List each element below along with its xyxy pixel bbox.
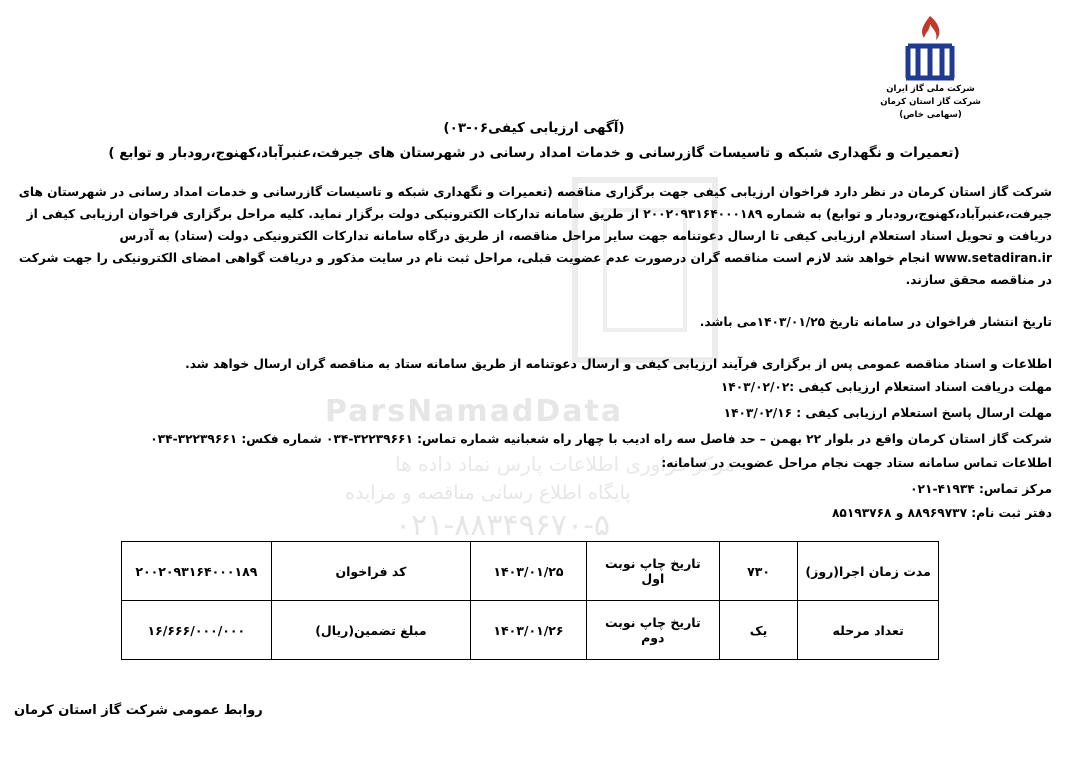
table-cell: یک	[719, 601, 797, 660]
company-name-block	[868, 83, 993, 122]
announcement-title: (آگهی ارزیابی کیفی۰۶-۰۳)	[443, 120, 625, 136]
watermark-phone: ۰۲۱-۸۸۳۴۹۶۷۰-۵	[395, 508, 611, 543]
table-cell: مبلغ تضمین(ریال)	[271, 601, 470, 660]
table-cell: ۲۰۰۲۰۹۳۱۶۴۰۰۰۱۸۹	[122, 542, 272, 601]
tender-info-table	[121, 541, 939, 660]
deadline-receive-line: مهلت دریافت اسناد استعلام ارزیابی کیفی :۱۴۰۳/۰۲/۰۲	[720, 380, 1052, 394]
contact-center-line: مرکز تماس: ۴۱۹۳۴-۰۲۱	[910, 482, 1052, 496]
table-cell: تاریخ چاپ نوبت دوم	[586, 601, 719, 660]
main-paragraph: شرکت گاز استان کرمان در نظر دارد فراخوان ارزیابی کیفی جهت برگزاری مناقصه (تعمیرات و نگهداری شبکه و تاسیسات گازرسانی و خدمات امداد رسانی در شهرستان های جیرفت،عنبرآباد،کهنوج،رودبار و توابع) به شماره ۲۰۰۲۰۹۳۱۶۴۰۰۰۱۸۹ از طریق سامانه تدارکات الکترونیکی دولت برگزار نماید. کلیه مراحل برگزاری فراخوان ارزیابی کیفی از دریافت و تحویل اسناد استعلام ارزیابی کیفی تا ارسال دعوتنامه جهت سایر مراحل مناقصه، از طریق درگاه سامانه تدارکات الکترونیکی دولت (ستاد) به آدرس www.setadiran.ir انجام خواهد شد لازم است مناقصه گران درصورت عدم عضویت قبلی، مراحل ثبت نام در سایت مذکور و دریافت گواهی امضای الکترونیکی را جهت شرکت در مناقصه محقق سازند.	[18, 185, 1052, 287]
table-cell: کد فراخوان	[271, 542, 470, 601]
table-cell: ۱۴۰۳/۰۱/۲۵	[471, 542, 587, 601]
contact-title-line: اطلاعات تماس سامانه ستاد جهت نجام مراحل عضویت در سامانه:	[661, 456, 1052, 470]
address-line: شرکت گاز استان کرمان واقع در بلوار ۲۲ بهمن – حد فاصل سه راه ادیب با چهار راه شعبانیه شماره تماس: ۳۲۲۳۹۶۶۱-۰۳۴ شماره فکس: ۳۲۲۳۹۶۶۱-۰۳۴	[150, 432, 1052, 446]
publish-date-line: تاریخ انتشار فراخوان در سامانه تاریخ ۱۴۰۳/۰۱/۲۵می باشد.	[699, 315, 1052, 329]
deadline-send-line: مهلت ارسال پاسخ استعلام ارزیابی کیفی : ۱۴۰۳/۰۲/۱۶	[723, 406, 1052, 420]
company-line-3: (سهامی خاص)	[899, 110, 962, 120]
watermark-line-1: مرکز فراوری اطلاعات پارس نماد داده ها	[395, 452, 736, 476]
table-row	[122, 601, 939, 660]
watermark-brand: ParsNamadData	[325, 394, 624, 429]
public-relations-footer: روابط عمومی شرکت گاز استان کرمان	[14, 703, 263, 718]
company-line-2: شرکت گاز استان کرمان	[880, 97, 981, 107]
table-cell: تعداد مرحله	[798, 601, 939, 660]
company-line-1: شرکت ملی گاز ایران	[886, 84, 975, 94]
table-cell: ۱۴۰۳/۰۱/۲۶	[471, 601, 587, 660]
table-cell: ۱۶/۶۶۶/۰۰۰/۰۰۰	[122, 601, 272, 660]
table-row	[122, 542, 939, 601]
table-cell: تاریخ چاپ نوبت اول	[586, 542, 719, 601]
gas-company-logo	[900, 12, 960, 82]
table-cell: ۷۳۰	[719, 542, 797, 601]
registration-office-line: دفتر ثبت نام: ۸۸۹۶۹۷۳۷ و ۸۵۱۹۳۷۶۸	[831, 506, 1052, 520]
table-cell: مدت زمان اجرا(روز)	[798, 542, 939, 601]
announcement-subtitle: (تعمیرات و نگهداری شبکه و تاسیسات گازرسانی و خدمات امداد رسانی در شهرستان های جیرفت،عنبرآباد،کهنوج،رودبار و توابع )	[108, 145, 960, 161]
watermark-line-2: پایگاه اطلاع رسانی مناقصه و مزایده	[345, 482, 631, 504]
info-line: اطلاعات و اسناد مناقصه عمومی پس از برگزاری فرآیند ارزیابی کیفی و ارسال دعوتنامه از طریق سامانه ستاد به مناقصه گران ارسال خواهد شد.	[185, 357, 1052, 371]
